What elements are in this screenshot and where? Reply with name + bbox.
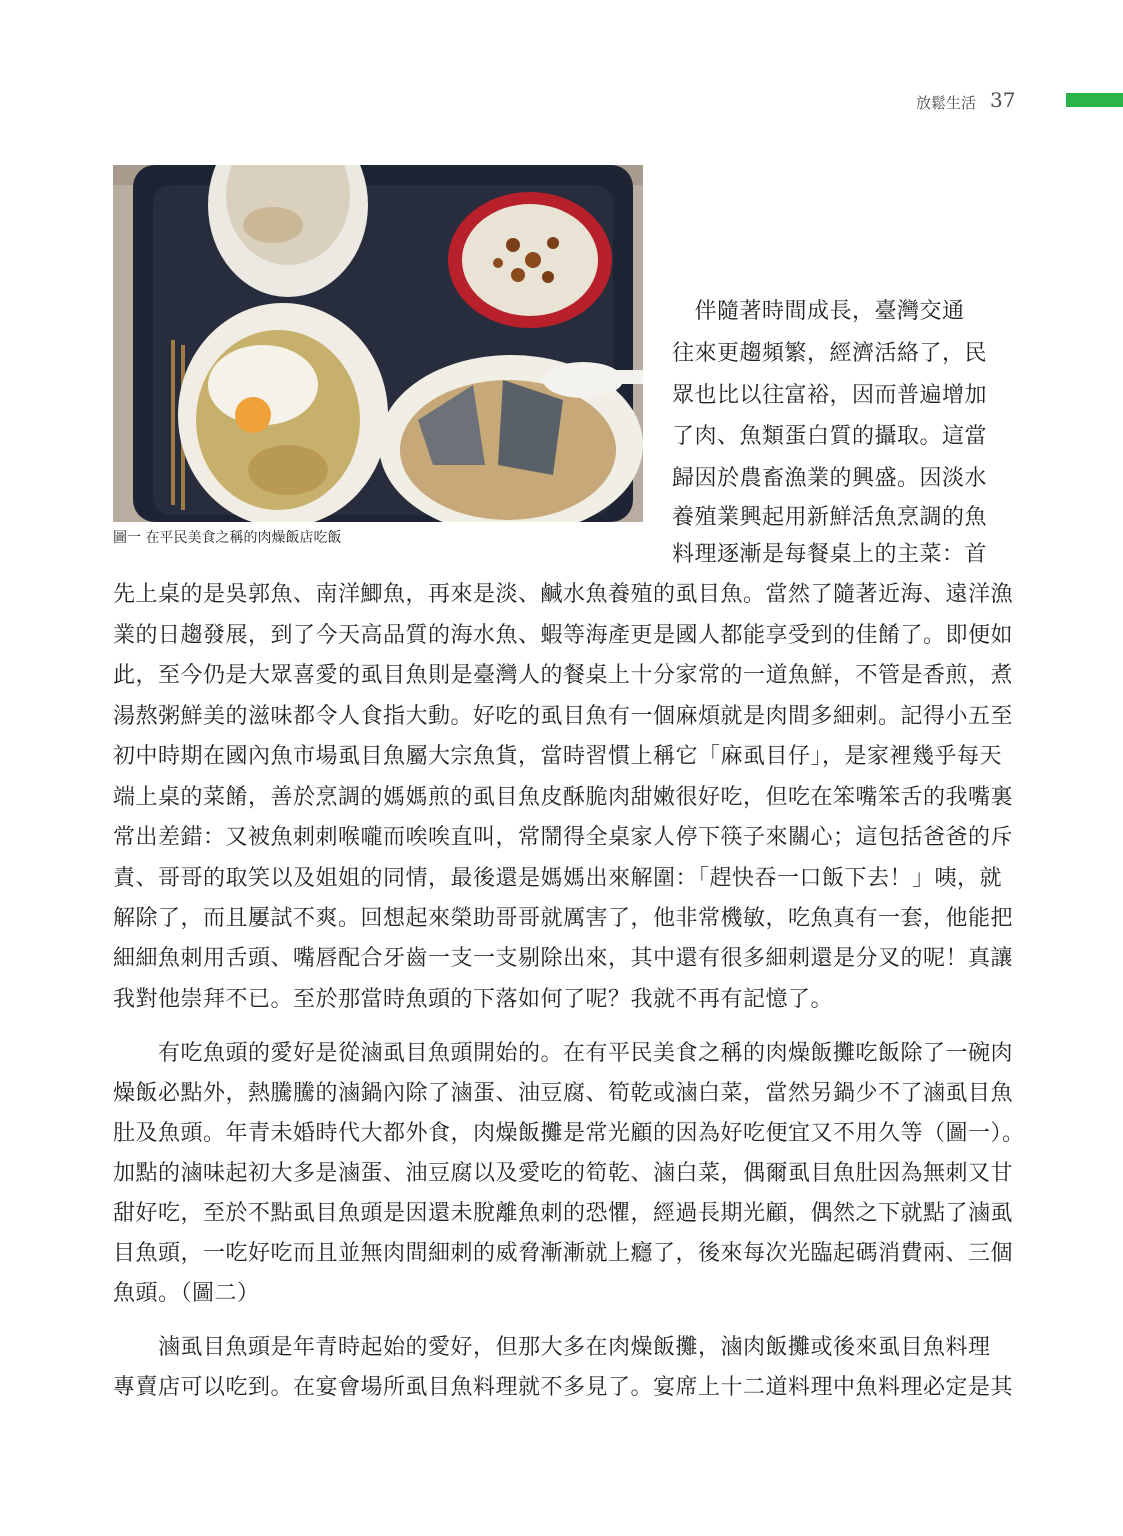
running-header <box>880 88 1020 118</box>
body-text-line: 我對他崇拜不已。至於那當時魚頭的下落如何了呢？我就不再有記憶了。 <box>113 987 834 1012</box>
body-text-line: 湯熬粥鮮美的滋味都令人食指大動。好吃的虱目魚有一個麻煩就是肉間多細刺。記得小五至 <box>113 704 1014 729</box>
body-text-line: 責、哥哥的取笑以及姐姐的同情，最後還是媽媽出來解圍：「趕快吞一口飯下去！」咦，就 <box>113 866 1003 891</box>
figure-photo <box>113 165 643 522</box>
body-text-line: 目魚頭，一吃好吃而且並無肉間細刺的威脅漸漸就上癮了，後來每次光臨起碼消費兩、三個 <box>113 1241 1014 1266</box>
body-text-line: 端上桌的菜餚，善於烹調的媽媽煎的虱目魚皮酥脆肉甜嫩很好吃，但吃在笨嘴笨舌的我嘴裏 <box>113 785 1014 810</box>
body-text-line: 此，至今仍是大眾喜愛的虱目魚則是臺灣人的餐桌上十分家常的一道魚鮮，不管是香煎，煮 <box>113 663 1014 688</box>
section-color-tab <box>1066 93 1123 107</box>
body-text-line: 初中時期在國內魚市場虱目魚屬大宗魚貨，當時習慣上稱它「麻虱目仔」，是家裡幾乎每天 <box>113 744 1003 769</box>
side-text-line: 了肉、魚類蛋白質的攝取。這當 <box>672 424 988 449</box>
figure-caption: 圖一 在平民美食之稱的肉燥飯店吃飯 <box>113 530 342 546</box>
body-text-line: 業的日趨發展，到了今天高品質的海水魚、蝦等海產更是國人都能享受到的佳餚了。即便如 <box>113 623 1014 648</box>
body-text-line: 解除了，而且屢試不爽。回想起來榮助哥哥就厲害了，他非常機敏，吃魚真有一套，他能把 <box>113 906 1014 931</box>
body-text-line: 常出差錯：又被魚刺刺喉嚨而唉唉直叫，常鬧得全桌家人停下筷子來關心；這包括爸爸的斥 <box>113 825 1014 850</box>
side-text-line: 伴隨著時間成長，臺灣交通 <box>672 299 965 324</box>
side-text-line: 料理逐漸是每餐桌上的主菜：首 <box>672 542 988 567</box>
side-text-line: 往來更趨頻繁，經濟活絡了，民 <box>672 341 988 366</box>
body-text-line: 先上桌的是吳郭魚、南洋鯽魚，再來是淡、鹹水魚養殖的虱目魚。當然了隨著近海、遠洋漁 <box>113 582 1014 607</box>
side-text-line: 養殖業興起用新鮮活魚烹調的魚 <box>672 505 988 530</box>
body-text-line: 細細魚刺用舌頭、嘴唇配合牙齒一支一支剔除出來，其中還有很多細刺還是分叉的呢！真讓 <box>113 946 1014 971</box>
body-text-line: 魚頭。（圖二） <box>113 1281 260 1306</box>
side-text-line: 歸因於農畜漁業的興盛。因淡水 <box>672 466 988 491</box>
body-text-line: 甜好吃，至於不點虱目魚頭是因還未脫離魚刺的恐懼，經過長期光顧，偶然之下就點了滷虱 <box>113 1201 1014 1226</box>
body-text-line: 肚及魚頭。年青未婚時代大都外食，肉燥飯攤是常光顧的因為好吃便宜又不用久等（圖一）。 <box>113 1121 1025 1146</box>
body-text-line: 專賣店可以吃到。在宴會場所虱目魚料理就不多見了。宴席上十二道料理中魚料理必定是其 <box>113 1375 1014 1400</box>
page-number: 37 <box>990 88 1016 112</box>
body-text-line: 有吃魚頭的愛好是從滷虱目魚頭開始的。在有平民美食之稱的肉燥飯攤吃飯除了一碗肉 <box>113 1041 1014 1066</box>
side-text-line: 眾也比以往富裕，因而普遍增加 <box>672 383 988 408</box>
body-text-line: 加點的滷味起初大多是滷蛋、油豆腐以及愛吃的筍乾、滷白菜，偶爾虱目魚肚因為無刺又甘 <box>113 1161 1014 1186</box>
body-text-line: 滷虱目魚頭是年青時起始的愛好，但那大多在肉燥飯攤，滷肉飯攤或後來虱目魚料理 <box>113 1335 991 1360</box>
header-section-title: 放鬆生活 <box>916 94 977 112</box>
body-text-line: 燥飯必點外，熱騰騰的滷鍋內除了滷蛋、油豆腐、筍乾或滷白菜，當然另鍋少不了滷虱目魚 <box>113 1081 1014 1106</box>
